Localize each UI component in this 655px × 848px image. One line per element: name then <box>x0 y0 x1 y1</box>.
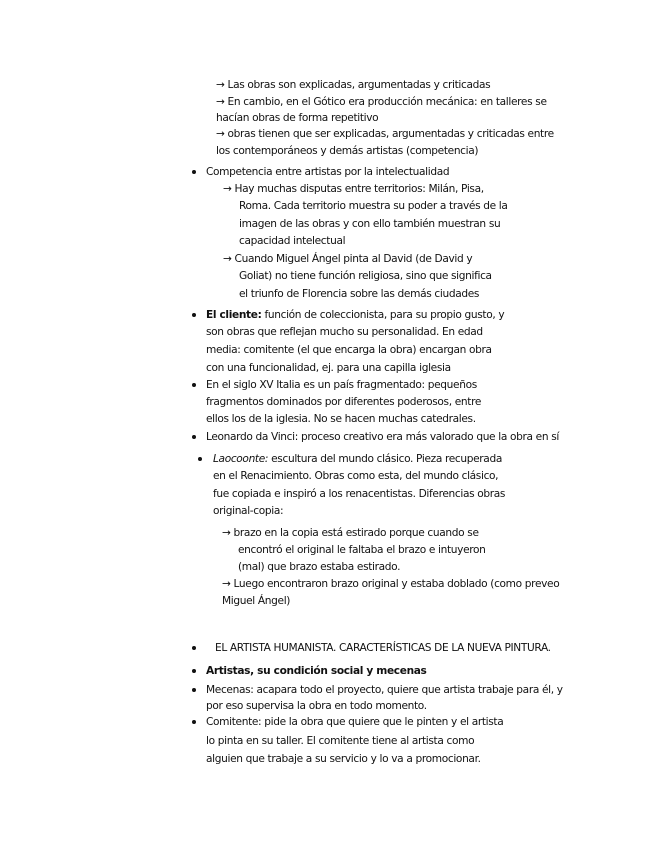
arrow-item: → brazo en la copia está estirado porque cuando se <box>222 527 479 539</box>
list-item-cont: con una funcionalidad, ej. para una capilla iglesia <box>206 362 451 374</box>
arrow-item: → Las obras son explicadas, argumentadas y criticadas <box>216 79 491 91</box>
arrow-item-cont: hacían obras de forma repetitivo <box>216 112 379 124</box>
list-item-bold: Artistas, su condición social y mecenas <box>206 665 427 677</box>
list-item-cont: por eso supervisa la obra en todo momento. <box>206 700 427 712</box>
arrow-item: → obras tienen que ser explicadas, argumentadas y criticadas entre <box>216 128 554 140</box>
bullet-icon <box>192 688 196 692</box>
list-item-cont: media: comitente (el que encarga la obra) encargan obra <box>206 344 492 356</box>
bullet-icon <box>192 313 196 317</box>
laocoonte-text: escultura del mundo clásico. Pieza recuperada <box>268 453 502 465</box>
list-item-cont: fragmentos dominados por diferentes poderosos, entre <box>206 396 482 408</box>
arrow-item: → Hay muchas disputas entre territorios: Milán, Pisa, <box>223 183 484 195</box>
list-item: Mecenas: acapara todo el proyecto, quiere que artista trabaje para él, y <box>206 684 563 696</box>
bullet-icon <box>192 646 196 650</box>
laocoonte-title: Laocoonte: <box>213 453 269 465</box>
arrow-item-cont: el triunfo de Florencia sobre las demás ciudades <box>239 288 480 300</box>
list-item-cont: alguien que trabaje a su servicio y lo va a promocionar. <box>206 753 481 765</box>
list-item: Leonardo da Vinci: proceso creativo era más valorado que la obra en sí <box>206 431 559 443</box>
list-item <box>213 451 502 468</box>
list-item: Comitente: pide la obra que quiere que le pinten y el artista <box>206 716 504 728</box>
bullet-icon <box>192 170 196 174</box>
arrow-item: → Luego encontraron brazo original y estaba doblado (como preveo <box>222 578 560 590</box>
arrow-item: → En cambio, en el Gótico era producción mecánica: en talleres se <box>216 96 547 108</box>
list-item-cont: ellos los de la iglesia. No se hacen muchas catedrales. <box>206 413 476 425</box>
list-item-cont: lo pinta en su taller. El comitente tiene al artista como <box>206 735 475 747</box>
arrow-item-cont: Miguel Ángel) <box>222 595 291 607</box>
arrow-item: → Cuando Miguel Ángel pinta al David (de David y <box>223 253 473 265</box>
bullet-icon <box>192 669 196 673</box>
bullet-icon <box>198 457 202 461</box>
arrow-item-cont: encontró el original le faltaba el brazo e intuyeron <box>238 544 486 556</box>
list-item-title: Competencia entre artistas por la intelectualidad <box>206 166 450 178</box>
list-item: En el siglo XV Italia es un país fragmentado: pequeños <box>206 379 477 391</box>
cliente-lead: El cliente: <box>206 309 262 321</box>
arrow-item-cont: Roma. Cada territorio muestra su poder a través de la <box>239 200 508 212</box>
list-item-cont: son obras que reflejan mucho su personalidad. En edad <box>206 326 483 338</box>
list-item-cont: en el Renacimiento. Obras como esta, del mundo clásico, <box>213 470 499 482</box>
arrow-item-cont: (mal) que brazo estaba estirado. <box>238 561 401 573</box>
arrow-item-cont: Goliat) no tiene función religiosa, sino que significa <box>239 270 492 282</box>
bullet-icon <box>192 435 196 439</box>
arrow-item-cont: imagen de las obras y con ello también muestran su <box>239 218 501 230</box>
section-heading: EL ARTISTA HUMANISTA. CARACTERÍSTICAS DE LA NUEVA PINTURA. <box>215 642 551 654</box>
bullet-icon <box>192 383 196 387</box>
arrow-item-cont: capacidad intelectual <box>239 235 346 247</box>
arrow-item-cont: los contemporáneos y demás artistas (competencia) <box>216 145 479 157</box>
list-item <box>206 307 504 324</box>
cliente-text: función de coleccionista, para su propio gusto, y <box>261 309 505 321</box>
list-item-cont: original-copia: <box>213 505 284 517</box>
bullet-icon <box>192 720 196 724</box>
list-item-cont: fue copiada e inspiró a los renacentistas. Diferencias obras <box>213 488 506 500</box>
